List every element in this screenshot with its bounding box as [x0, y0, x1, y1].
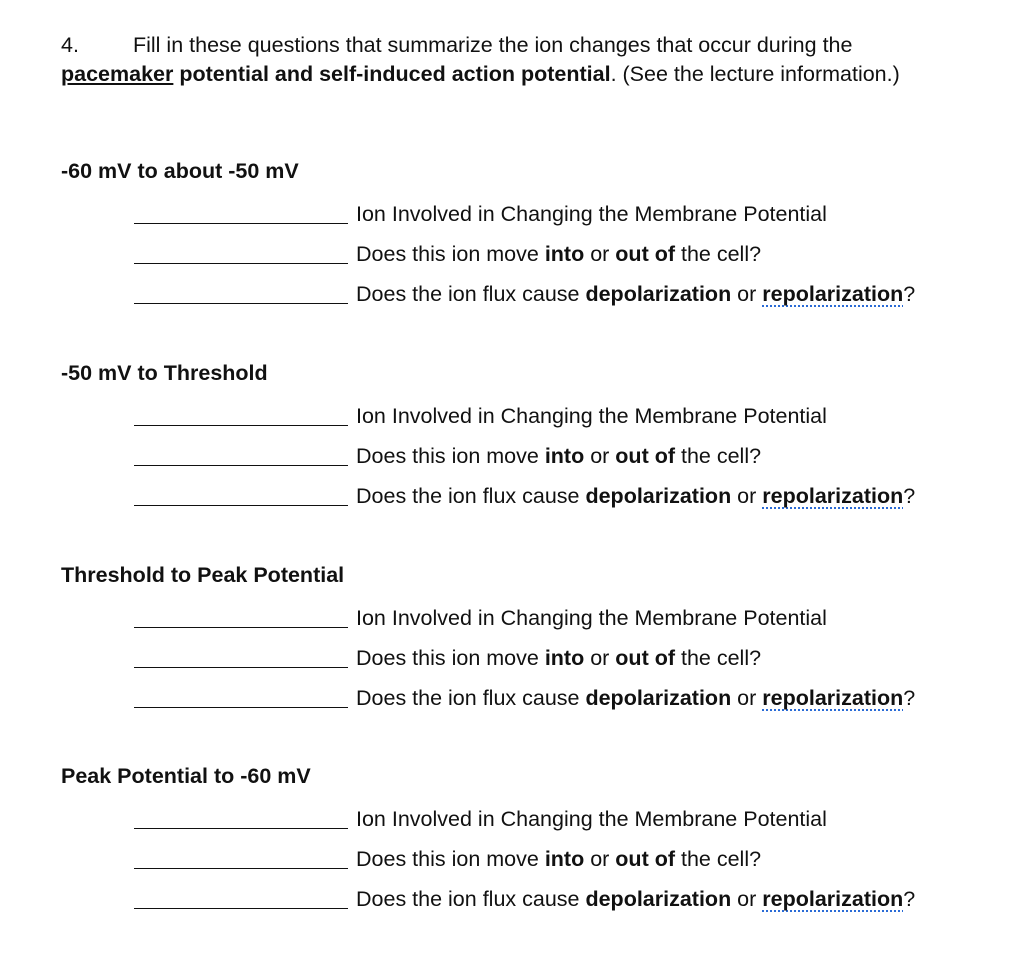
answer-row-flux	[61, 883, 1021, 923]
flux-prompt: Does the ion flux cause depolarization or repolarization?	[356, 887, 916, 911]
answer-blank[interactable]	[134, 465, 348, 466]
ion-prompt: Ion Involved in Changing the Membrane Potential	[356, 202, 827, 226]
answer-row-ion	[61, 400, 1021, 440]
ion-prompt: Ion Involved in Changing the Membrane Potential	[356, 404, 827, 428]
direction-prompt: Does this ion move into or out of the cell?	[356, 242, 762, 266]
answer-blank[interactable]	[134, 707, 348, 708]
answer-row-flux	[61, 480, 1021, 520]
answer-row-direction	[61, 238, 1021, 278]
answer-row-ion	[61, 602, 1021, 642]
answer-blank[interactable]	[134, 868, 348, 869]
intro-text: Fill in these questions that summarize the ion changes that occur during the	[133, 33, 853, 57]
pacemaker-term: pacemaker	[61, 61, 174, 86]
answer-blank[interactable]	[134, 908, 348, 909]
section-threshold-to-peak	[61, 561, 1021, 722]
flux-prompt: Does the ion flux cause depolarization or repolarization?	[356, 282, 916, 306]
ion-prompt: Ion Involved in Changing the Membrane Potential	[356, 606, 827, 630]
question-intro	[61, 31, 961, 88]
answer-blank[interactable]	[134, 828, 348, 829]
direction-prompt: Does this ion move into or out of the cell?	[356, 847, 762, 871]
answer-blank[interactable]	[134, 667, 348, 668]
section-heading: Peak Potential to -60 mV	[61, 764, 311, 788]
answer-row-direction	[61, 843, 1021, 883]
answer-blank[interactable]	[134, 505, 348, 506]
answer-row-flux	[61, 278, 1021, 318]
answer-blank[interactable]	[134, 425, 348, 426]
intro-bold-phrase: potential and self-induced action potential	[173, 61, 611, 86]
flux-prompt: Does the ion flux cause depolarization or repolarization?	[356, 484, 916, 508]
direction-prompt: Does this ion move into or out of the cell?	[356, 646, 762, 670]
question-number: 4.	[61, 33, 79, 57]
intro-trailing-text: . (See the lecture information.)	[610, 61, 900, 86]
flux-prompt: Does the ion flux cause depolarization or repolarization?	[356, 686, 916, 710]
section-peak-to-minus60	[61, 762, 1021, 923]
answer-row-ion	[61, 198, 1021, 238]
section-heading: -50 mV to Threshold	[61, 361, 268, 385]
direction-prompt: Does this ion move into or out of the cell?	[356, 444, 762, 468]
answer-blank[interactable]	[134, 223, 348, 224]
section-heading: Threshold to Peak Potential	[61, 563, 345, 587]
answer-blank[interactable]	[134, 303, 348, 304]
ion-prompt: Ion Involved in Changing the Membrane Potential	[356, 807, 827, 831]
section-minus50-to-threshold	[61, 359, 1021, 520]
answer-row-flux	[61, 682, 1021, 722]
answer-blank[interactable]	[134, 263, 348, 264]
section-heading: -60 mV to about -50 mV	[61, 159, 299, 183]
answer-row-direction	[61, 440, 1021, 480]
answer-row-direction	[61, 642, 1021, 682]
section-minus60-to-minus50	[61, 157, 1021, 318]
answer-row-ion	[61, 803, 1021, 843]
answer-blank[interactable]	[134, 627, 348, 628]
